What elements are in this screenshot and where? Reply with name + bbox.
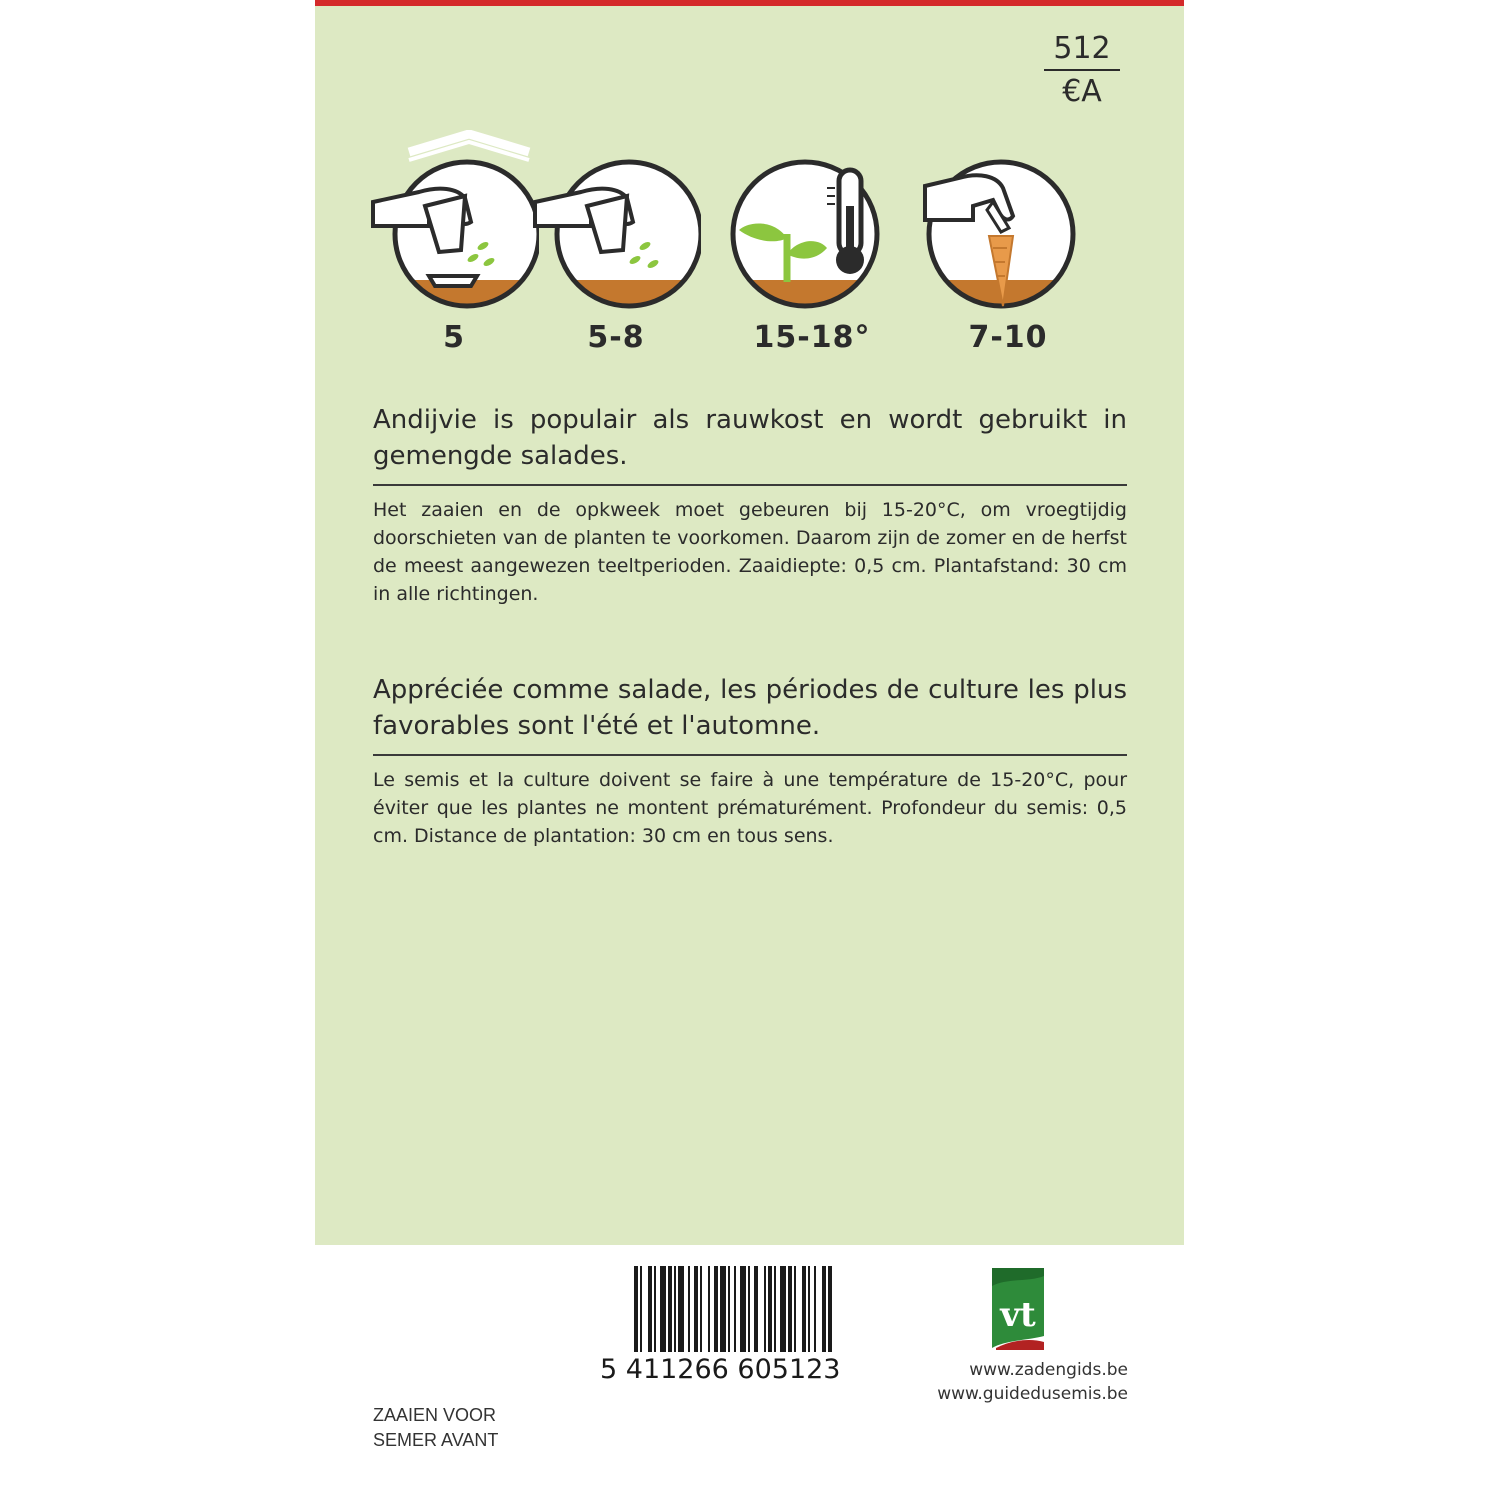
french-section — [373, 672, 1127, 850]
germination-temperature-label: 15-18° — [753, 320, 871, 355]
barcode-bar — [764, 1266, 766, 1352]
indoor-sowing-label: 5 — [443, 320, 465, 355]
french-lead-text: Appréciée comme salade, les périodes de culture les plus favorables sont l'été et l'automne. — [373, 675, 1127, 741]
germination-temperature-icon — [727, 130, 897, 370]
barcode-bar — [794, 1266, 796, 1352]
barcode-bar — [740, 1266, 746, 1352]
dutch-lead-text: Andijvie is populair als rauwkost en wordt gebruikt in gemengde salades. — [373, 405, 1127, 471]
dutch-section — [373, 402, 1127, 608]
harvest-label: 7-10 — [968, 320, 1048, 355]
barcode-bars — [600, 1266, 900, 1356]
barcode-bar — [714, 1266, 718, 1352]
barcode-bar — [688, 1266, 690, 1352]
barcode-bar — [634, 1266, 638, 1352]
dutch-body-text: Het zaaien en de opkweek moet gebeuren bij 15-20°C, om vroegtijdig doorschieten van de planten te voorkomen. Daarom zijn de zomer en de herfst de meest aangewezen teeltperioden. Zaaidiepte: 0,5 cm. Plantafstand: 30 cm in alle richtingen. — [373, 499, 1127, 605]
barcode-bar — [768, 1266, 772, 1352]
outdoor-sowing-label: 5-8 — [587, 320, 645, 355]
code-divider — [1044, 69, 1120, 71]
barcode-bar — [814, 1266, 816, 1352]
barcode-bar — [694, 1266, 698, 1352]
website-dutch[interactable]: www.zadengids.be — [969, 1360, 1128, 1380]
vt-logo-text: vt — [1000, 1295, 1036, 1335]
barcode-bar — [678, 1266, 684, 1352]
french-body-text: Le semis et la culture doivent se faire à une température de 15-20°C, pour éviter que les plantes ne montent prématurément. Profondeur du semis: 0,5 cm. Distance de plantation: 30 cm en tous sens. — [373, 769, 1127, 847]
vt-logo — [990, 1266, 1046, 1350]
barcode-bar — [668, 1266, 672, 1352]
barcode-bar — [728, 1266, 730, 1352]
indoor-sowing-icon — [369, 130, 539, 370]
barcode-bar — [754, 1266, 758, 1352]
barcode-bar — [660, 1266, 666, 1352]
barcode-bar — [720, 1266, 726, 1352]
seed-packet-back — [315, 0, 1184, 1245]
barcode-bar — [774, 1266, 776, 1352]
barcode-bar — [822, 1266, 826, 1352]
red-top-strip — [315, 0, 1184, 6]
sow-before-dutch: ZAAIEN VOOR — [373, 1405, 497, 1425]
product-code-block — [1044, 32, 1120, 109]
barcode-bar — [654, 1266, 656, 1352]
barcode-bar — [700, 1266, 702, 1352]
barcode-bar — [748, 1266, 750, 1352]
website-french[interactable]: www.guidedusemis.be — [937, 1384, 1128, 1404]
barcode-bar — [708, 1266, 710, 1352]
websites — [908, 1358, 1128, 1406]
barcode-bar — [802, 1266, 806, 1352]
barcode-bar — [648, 1266, 652, 1352]
barcode-bar — [674, 1266, 676, 1352]
copyright-fine-print — [335, 1170, 345, 1210]
legal-fine-print — [1162, 560, 1176, 1200]
barcode-bar — [780, 1266, 786, 1352]
cultivation-icons — [369, 130, 1129, 370]
french-divider — [373, 754, 1127, 756]
barcode-bar — [808, 1266, 810, 1352]
harvest-icon — [923, 130, 1093, 370]
barcode-bar — [828, 1266, 832, 1352]
barcode-bar — [640, 1266, 642, 1352]
barcode — [600, 1266, 900, 1396]
price-class: €A — [1062, 74, 1102, 109]
outdoor-sowing-icon — [531, 130, 701, 370]
dutch-divider — [373, 484, 1127, 486]
barcode-digits: 5 411266 605123 — [600, 1354, 841, 1385]
sow-before-label — [373, 1403, 498, 1453]
sow-before-french: SEMER AVANT — [373, 1430, 499, 1450]
barcode-bar — [734, 1266, 736, 1352]
product-code: 512 — [1053, 31, 1111, 66]
barcode-bar — [788, 1266, 792, 1352]
